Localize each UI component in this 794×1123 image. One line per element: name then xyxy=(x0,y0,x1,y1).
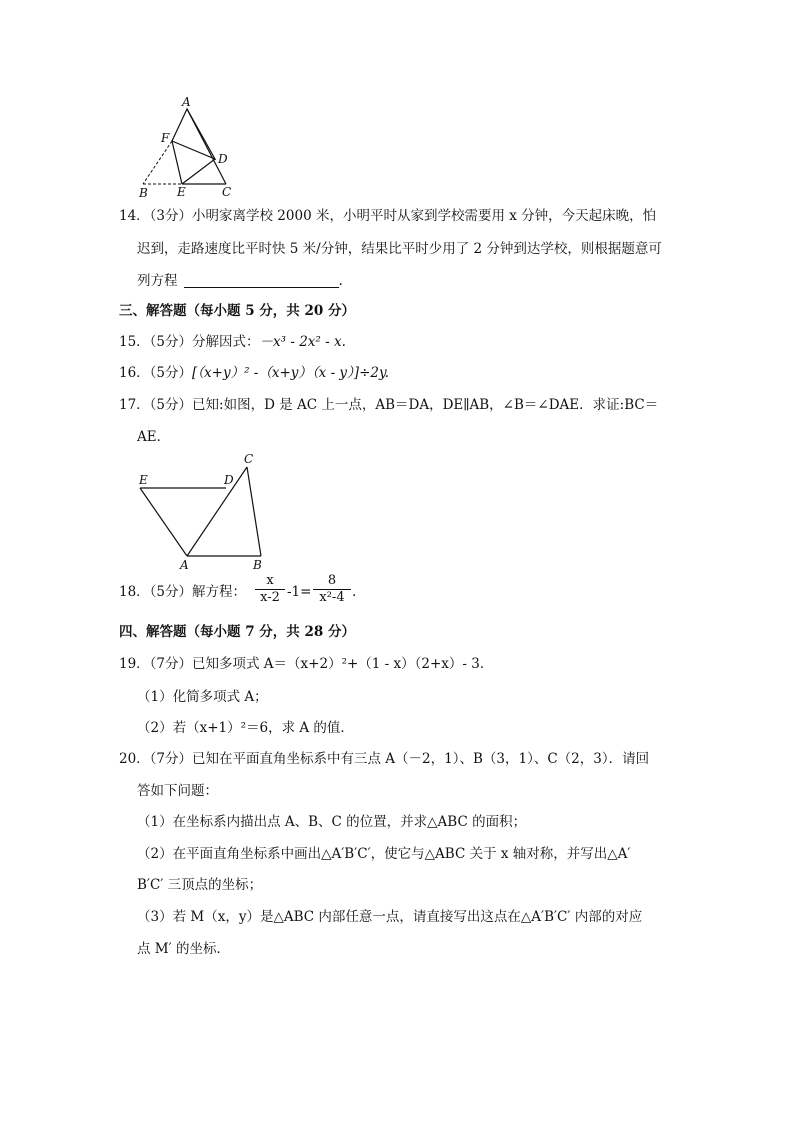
q17-line2: AE． xyxy=(137,429,171,445)
q18-prefix: 18．（5分）解方程： xyxy=(119,584,247,600)
q18-frac2-den: x²-4 xyxy=(319,590,345,605)
q16 xyxy=(119,364,389,382)
q15 xyxy=(119,333,346,351)
label-A: A xyxy=(182,95,191,109)
q20-sub3a: （3）若 M（x，y）是△ABC 内部任意一点，请直接写出这点在△A′B′C′ 内部的对应 xyxy=(137,909,643,925)
q18-tail: . xyxy=(352,584,357,600)
label-B: B xyxy=(139,186,148,200)
q18-frac1-num: x xyxy=(266,573,274,588)
q14-line3 xyxy=(137,272,343,290)
q14-line3-text: 列方程 xyxy=(137,273,178,289)
label-A2: A xyxy=(180,558,189,572)
label-B2: B xyxy=(253,558,262,572)
q14-line2: 迟到，走路速度比平时快 5 米/分钟，结果比平时少用了 2 分钟到达学校，则根据题意可 xyxy=(137,241,662,257)
q17-line1: 17．（5分）已知:如图，D 是 AC 上一点，AB＝DA，DE∥AB，∠B＝∠DAE．求证:BC＝ xyxy=(119,397,659,413)
q19-line1: 19．（7分）已知多项式 A＝（x+2）²+（1 - x）（2+x）- 3． xyxy=(119,656,494,672)
label-C2: C xyxy=(244,452,254,466)
q20-line2: 答如下问题： xyxy=(137,783,218,799)
q15-prefix: 15．（5分）分解因式： xyxy=(119,334,260,350)
q20-sub1: （1）在坐标系内描出点 A、B、C 的位置，并求△ABC 的面积； xyxy=(137,814,527,830)
q19-sub1: （1）化简多项式 A； xyxy=(137,689,268,705)
q20-line1: 20．（7分）已知在平面直角坐标系中有三点 A（－2，1）、B（3，1）、C（2，3）．请回 xyxy=(119,751,650,767)
q18-frac2-num: 8 xyxy=(327,573,337,588)
q18-frac1-den: x-2 xyxy=(260,590,280,605)
figure-quadrilateral xyxy=(130,450,280,572)
q16-prefix: 16．（5分） xyxy=(119,365,193,381)
q20-sub2a: （2）在平面直角坐标系中画出△A′B′C′，使它与△ABC 关于 x 轴对称，并写出△A′ xyxy=(137,846,631,862)
label-D: D xyxy=(218,152,228,166)
figure-triangle-fold xyxy=(130,92,240,202)
q14-tail: . xyxy=(338,273,343,289)
section4-title: 四、解答题（每小题 7 分，共 28 分） xyxy=(119,624,355,640)
label-F: F xyxy=(161,131,170,145)
q18-frac1 xyxy=(255,574,285,605)
label-D2: D xyxy=(224,473,234,487)
q15-expr: －x³ - 2x² - x. xyxy=(259,334,346,350)
q19-sub2: （2）若（x+1）²＝6，求 A 的值． xyxy=(137,720,354,736)
q14-line1: 14．（3分）小明家离学校 2000 米，小明平时从家到学校需要用 x 分钟，今天起床晚，怕 xyxy=(119,208,657,224)
q20-sub3b: 点 M′ 的坐标． xyxy=(137,941,230,957)
answer-blank[interactable] xyxy=(184,273,339,288)
label-E: E xyxy=(177,185,186,199)
q16-expr: [（x+y）² -（x+y）（x - y）]÷2y. xyxy=(192,365,390,381)
q18-frac2 xyxy=(313,574,351,605)
q20-sub2b: B′C′ 三顶点的坐标； xyxy=(137,877,263,893)
q18-mid: -1= xyxy=(287,584,312,600)
label-E2: E xyxy=(139,473,148,487)
section3-title: 三、解答题（每小题 5 分，共 20 分） xyxy=(119,303,355,319)
label-C: C xyxy=(222,185,232,199)
